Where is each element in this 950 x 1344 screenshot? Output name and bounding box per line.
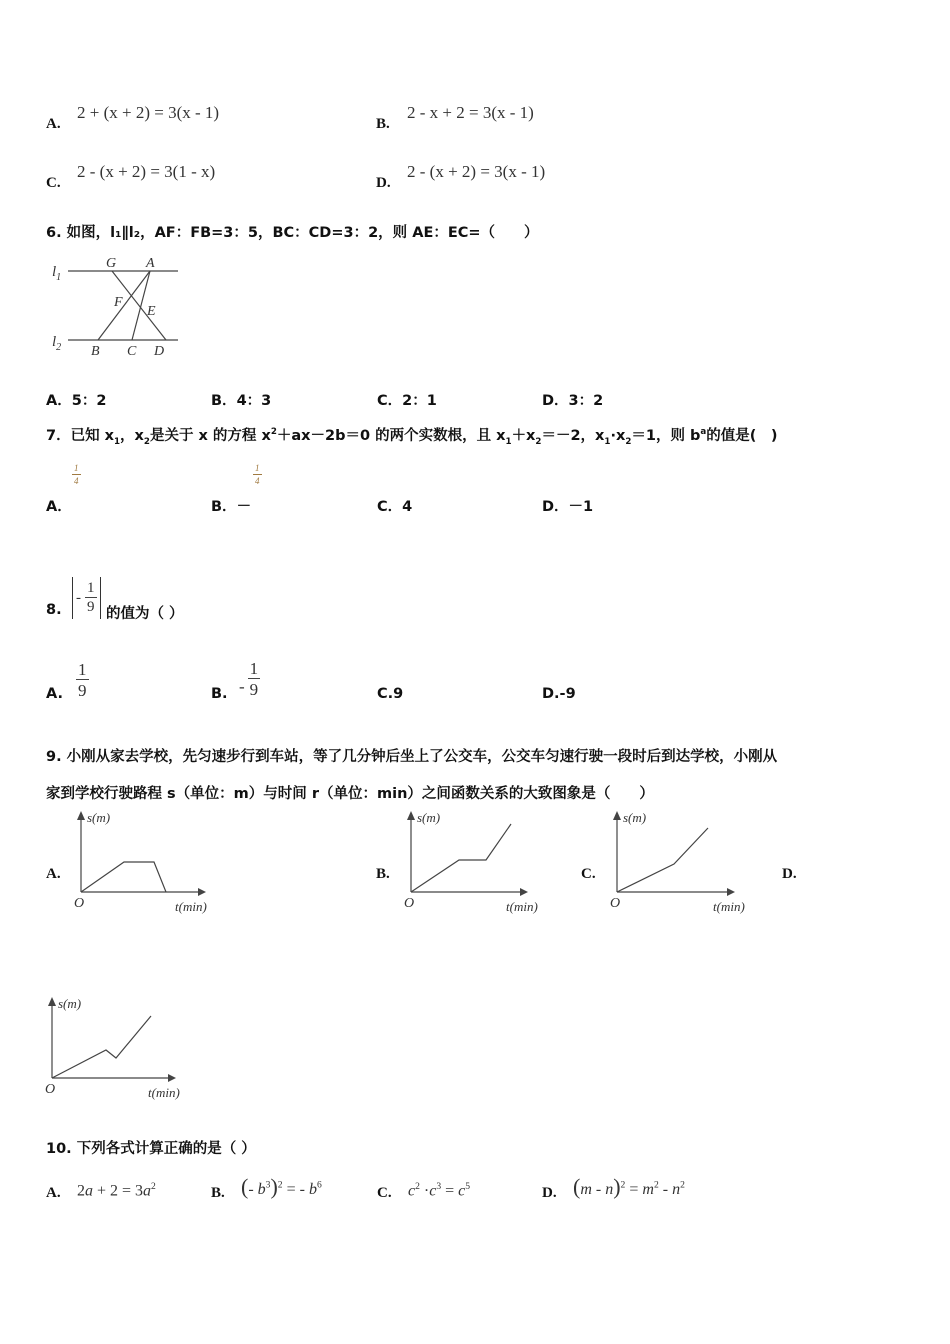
- q10-option-c-expr: $c^2 \cdot c^3 = c^5$: [408, 1181, 471, 1200]
- graph-line: [52, 1016, 151, 1078]
- q8-option-b-label: B.: [211, 686, 228, 702]
- q10-stem: 10. 下列各式计算正确的是（ ）: [46, 1141, 256, 1157]
- q9-option-b-label: B.: [376, 866, 390, 882]
- x-axis-label: t(min): [713, 899, 745, 914]
- y-axis-label: s(m): [87, 810, 111, 825]
- q9-option-a-label: A.: [46, 866, 61, 882]
- q6-option-a: A．5：2: [46, 393, 107, 409]
- q10-option-a-expr: $2a + 2 = 3a^2$: [77, 1181, 156, 1200]
- q10-option-c-label: C.: [377, 1185, 392, 1201]
- q7-option-a-label: A．: [46, 499, 72, 515]
- q9-option-d-label: D.: [782, 866, 797, 882]
- x-axis-arrow: [168, 1074, 176, 1082]
- graph-line: [617, 828, 708, 892]
- q6-option-c: C．2：1: [377, 393, 437, 409]
- q10-option-b-label: B.: [211, 1185, 225, 1201]
- y-axis-label: s(m): [417, 810, 441, 825]
- q6-figure: [46, 252, 186, 362]
- q8-option-c: C.9: [377, 686, 404, 702]
- origin-label: O: [610, 896, 621, 911]
- graph-line: [81, 862, 166, 892]
- x-axis-label: t(min): [175, 899, 207, 914]
- q5-option-d-expr: 2 - (x + 2) = 3(x - 1): [407, 162, 546, 181]
- x-axis-arrow: [520, 888, 528, 896]
- point-label-c: C: [127, 344, 137, 359]
- q9-graph-d: [40, 994, 200, 1104]
- x-axis-arrow: [727, 888, 735, 896]
- y-axis-arrow: [77, 811, 85, 820]
- q6-stem-text: 如图，l₁∥l₂，AF：FB=3：5，BC：CD=3：2，则 AE：EC=（ ）: [66, 225, 539, 241]
- point-label-f: F: [114, 295, 123, 310]
- origin-label: O: [45, 1082, 56, 1097]
- y-axis-arrow: [48, 997, 56, 1006]
- graph-line: [411, 824, 511, 892]
- y-axis-label: s(m): [623, 810, 647, 825]
- q7-option-b-fraction: $\frac{1}{4}$: [255, 463, 260, 486]
- q8-option-d: D.-9: [542, 686, 576, 702]
- q7-option-c: C．4: [377, 499, 413, 515]
- q9-stem-line2: 家到学校行驶路程 s（单位：m）与时间 r（单位：min）之间函数关系的大致图象是（ ）: [46, 786, 654, 802]
- q8-option-a-label: A.: [46, 686, 63, 702]
- q8-option-b-value: - $\frac{1}{9}$: [239, 659, 259, 699]
- label-l1: $l_1$: [52, 264, 62, 283]
- point-label-b: B: [91, 344, 100, 359]
- q5-option-c-label: C.: [46, 175, 61, 191]
- q8-stem: 的值为（ ）: [106, 606, 184, 622]
- origin-label: O: [404, 896, 415, 911]
- q5-option-b-label: B.: [376, 116, 390, 132]
- y-axis-arrow: [407, 811, 415, 820]
- label-l2: $l_2$: [52, 334, 62, 353]
- q6-option-d: D．3：2: [542, 393, 604, 409]
- q10-option-d-expr: $(m - n)^2 = m^2 - n^2$: [573, 1174, 685, 1199]
- q6-stem: [46, 221, 539, 242]
- q5-option-b-expr: 2 - x + 2 = 3(x - 1): [407, 103, 534, 122]
- origin-label: O: [74, 896, 85, 911]
- x-axis-label: t(min): [506, 899, 538, 914]
- y-axis-arrow: [613, 811, 621, 820]
- point-label-e: E: [147, 304, 156, 319]
- q5-option-c-expr: 2 - (x + 2) = 3(1 - x): [77, 162, 216, 181]
- point-label-g: G: [106, 256, 117, 271]
- q9-option-c-label: C.: [581, 866, 596, 882]
- x-axis-arrow: [198, 888, 206, 896]
- point-label-a: A: [146, 256, 155, 271]
- q8-option-a-fraction: $\frac{1}{9}$: [78, 660, 87, 700]
- point-label-d: D: [154, 344, 165, 359]
- q5-option-a-label: A.: [46, 116, 61, 132]
- q7-stem: 7．已知 $x_1$，$x_2$是关于 x 的方程 $x^2+ax-2b=0$ 的两个实数根，且 $x_1+x_2=-2$，$x_1\cdot x_2=1$，则 $b^a$的值是( ): [46, 427, 778, 447]
- q10-option-d-label: D.: [542, 1185, 557, 1201]
- q9-graph-c: [603, 808, 763, 918]
- q7-option-a-fraction: $\frac{1}{4}$: [74, 463, 79, 486]
- q8-number: 8.: [46, 602, 62, 618]
- q5-option-a-expr: 2 + (x + 2) = 3(x - 1): [77, 103, 220, 122]
- q5-option-d-label: D.: [376, 175, 391, 191]
- q8-absolute-value: - $\frac{1}{9}$: [72, 577, 101, 619]
- q9-stem-line1: 9. 小刚从家去学校，先匀速步行到车站，等了几分钟后坐上了公交车，公交车匀速行驶一段时后到达学校，小刚从: [46, 749, 778, 765]
- x-axis-label: t(min): [148, 1085, 180, 1100]
- y-axis-label: s(m): [58, 996, 82, 1011]
- q10-option-a-label: A.: [46, 1185, 61, 1201]
- q9-graph-a: [68, 808, 228, 918]
- segment-ab: [98, 271, 150, 340]
- q9-graph-b: [398, 808, 558, 918]
- q6-option-b: B．4：3: [211, 393, 272, 409]
- q7-option-b: B．－: [211, 499, 252, 515]
- q6-number: 6.: [46, 225, 62, 241]
- q10-option-b-expr: (- $b^3)^2$ = - $b^6$: [241, 1174, 322, 1199]
- q7-option-d: D．－1: [542, 499, 594, 515]
